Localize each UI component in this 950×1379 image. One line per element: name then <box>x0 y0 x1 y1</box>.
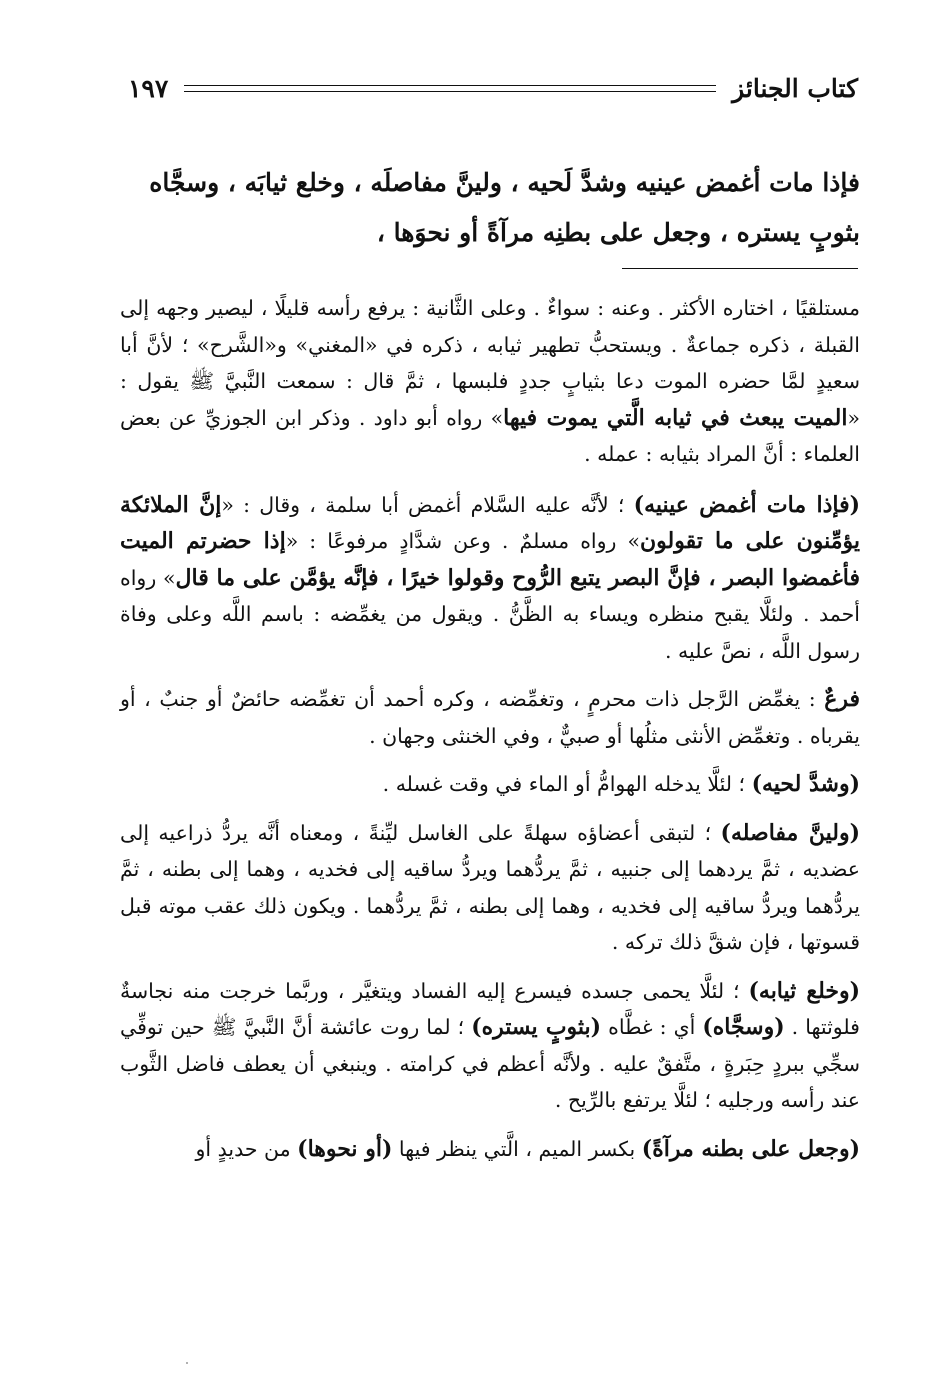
commentary-paragraph <box>120 290 860 473</box>
matn-quote: (فإذا مات أغمض عينيه) <box>633 491 861 518</box>
commentary-paragraph <box>120 973 860 1119</box>
commentary-text: ؛ لئلَّا يدخله الهوامُّ أو الماء في وقت غسله . <box>382 772 752 796</box>
commentary-text: مستلقيًا ، اختاره الأكثر . وعنه : سواءٌ . وعلى الثَّانية : يرفع رأسه قليلًا ، ليصير وجهه إلى القبلة ، ذكره جماعةٌ . ويستحبُّ تطهير ثيابه ، ذكره في «المغني» و«الشَّرح» ؛ لأنَّ أبا سعيدٍ لمَّا حضره الموت دعا بثيابٍ جددٍ فلبسها ، ثمَّ قال : سمعت النَّبيَّ ﷺ يقول : « <box>120 296 860 430</box>
commentary-text: ؛ لأنَّه عليه السَّلام أغمض أبا سلمة ، وقال : « <box>221 492 634 517</box>
footnote-separator <box>622 268 858 269</box>
commentary-text: ؛ لما روت عائشة أنَّ النَّبيَّ ﷺ حين توفِّي سجِّي ببردٍ حِبَرةٍ ، متَّفقٌ عليه . ولأنَّه أعظم في كرامته . وينبغي أن يعطف فاضل الثَّوب عند رأسه ورجليه ؛ لئلَّا يرتفع بالرِّيح . <box>120 1015 860 1112</box>
matn-quote: (وشدَّ لحيه) <box>751 771 860 797</box>
running-header <box>128 66 858 110</box>
commentary-paragraph <box>120 487 860 670</box>
commentary-text: : يغمِّض الرَّجل ذات محرمٍ ، وتغمِّضه ، وكره أحمد أن تغمِّضه حائضٌ أو جنبٌ ، أو يقرباه . وتغمِّض الأنثى مثلُها أو صبيٌّ ، وفي الخنثى وجهان . <box>120 687 860 748</box>
commentary-paragraph <box>120 681 860 754</box>
matn-quote: (ولينَّ مفاصله) <box>720 819 860 846</box>
matn-quote: (وخلع ثيابه) <box>748 977 860 1004</box>
commentary-text: » رواه مسلمٌ . وعن شدَّادٍ مرفوعًا : « <box>285 529 640 553</box>
hadith-quote: إنَّ الملائكة يؤمِّنون على ما تقولون <box>120 491 861 554</box>
matn-quote: (أو نحوها) <box>297 1135 393 1162</box>
commentary-text: ؛ لتبقى أعضاؤه سهلةً على الغاسل ليِّنةً ، ومعناه أنَّه يردُّ ذراعيه إلى عضديه ، ثمَّ يردهما إلى جنبيه ، ثمَّ يردُّهما ويردُّ ساقيه إلى فخديه ، وهما إلى بطنه ، ثمَّ يردُّهما ويردُّ ساقيه إلى فخديه ، وهما إلى بطنه ، ثمَّ يردُّهما . ويكون ذلك عقب موته قبل قسوتها ، فإن شقَّ ذلك تركه . <box>120 820 860 954</box>
commentary-paragraph <box>120 1131 860 1168</box>
commentary-paragraph <box>120 766 860 803</box>
commentary-text: » رواه أحمد . ولئلَّا يقبح منظره ويساء به الظَّنُّ . ويقول من يغمِّضه : باسم اللَّه وعلى وفاة رسول اللَّه ، نصَّ عليه . <box>120 565 860 663</box>
subheading: فرعٌ <box>824 686 860 712</box>
commentary <box>120 290 860 1179</box>
main-text-line: فإذا مات أغمض عينيه وشدَّ لَحيه ، ولينَّ مفاصلَه ، وخلع ثيابَه ، وسجَّاه <box>149 168 860 197</box>
hadith-quote: إذا حضرتم الميت فأغمضوا البصر ، فإنَّ البصر يتبع الرُّوح وقولوا خيرًا ، فإنَّه يؤمَّن على ما قال <box>120 528 861 591</box>
chapter-title: كتاب الجنائز <box>732 73 858 103</box>
header-rule <box>184 85 716 92</box>
page-number: ١٩٧ <box>128 73 169 103</box>
commentary-text: ؛ لئلَّا يحمى جسده فيسرع إليه الفساد ويتغيَّر ، وربَّما خرجت منه نجاسةٌ فلوثتها . <box>120 978 860 1039</box>
commentary-text: بكسر الميم ، الَّتي ينظر فيها <box>392 1136 642 1161</box>
scan-speck <box>186 1362 188 1364</box>
matn-quote: (بثوبٍ يستره) <box>471 1014 602 1040</box>
commentary-paragraph <box>120 815 860 961</box>
main-text-line: بثوبٍ يستره ، وجعل على بطنِه مرآةً أو نحوَها ، <box>376 218 860 247</box>
main-text <box>120 158 860 258</box>
matn-quote: (وسجَّاه) <box>702 1014 785 1040</box>
hadith-quote: الميت يبعث في ثيابه الَّتي يموت فيها <box>503 404 848 431</box>
commentary-text: » رواه أبو داود . وذكر ابن الجوزيِّ عن بعض العلماء : أنَّ المراد بثيابه : عمله . <box>120 405 860 466</box>
commentary-text: أي : غطَّاه <box>601 1015 703 1039</box>
commentary-text: من حديدٍ أو <box>195 1136 298 1161</box>
matn-quote: (وجعل على بطنه مرآةً) <box>641 1135 860 1162</box>
